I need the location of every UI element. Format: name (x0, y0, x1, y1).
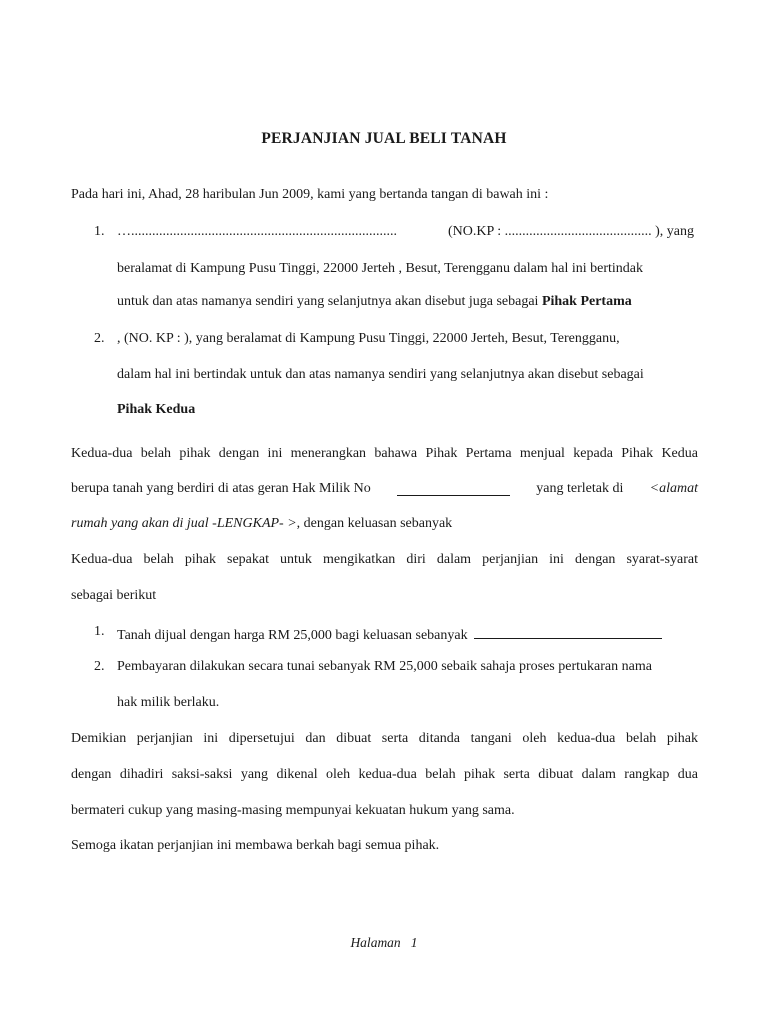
para-1-line-3: rumah yang akan di jual -LENGKAP- >, dengan keluasan sebanyak (71, 516, 453, 531)
title-number-blank (397, 481, 510, 496)
para-2-line-1: Kedua-dua belah pihak sepakat untuk mengikatkan diri dalam perjanjian ini dengan syarat-syarat (71, 552, 698, 567)
term-2-line-1: Pembayaran dilakukan secara tunai sebanyak RM 25,000 sebaik sahaja proses pertukaran nama (117, 659, 652, 674)
party-2-role: Pihak Kedua (117, 402, 196, 417)
para-1-line-2: berupa tanah yang berdiri di atas geran Hak Milik No yang terletak di <alamat (71, 481, 698, 496)
term-2-number: 2. (94, 659, 105, 674)
party-1-role: Pihak Pertama (541, 294, 632, 309)
para-3-line-2: dengan dihadiri saksi-saksi yang dikenal oleh kedua-dua belah pihak serta dibuat dalam rangkap dua (71, 767, 698, 782)
term-2-line-2: hak milik berlaku. (117, 695, 220, 710)
party-2-line-2: dalam hal ini bertindak untuk dan atas namanya sendiri yang selanjutnya akan disebut sebagai (117, 367, 644, 382)
party-2-number: 2. (94, 331, 105, 346)
document-title: PERJANJIAN JUAL BELI TANAH (261, 130, 507, 147)
term-1-line-1: Tanah dijual dengan harga RM 25,000 bagi keluasan sebanyak (117, 624, 662, 644)
address-placeholder: rumah yang akan di jual -LENGKAP- > (71, 516, 297, 531)
party-2-line-1: , (NO. KP : ), yang beralamat di Kampung Pusu Tinggi, 22000 Jerteh, Besut, Terengganu, (117, 331, 620, 346)
para-3-line-1: Demikian perjanjian ini dipersetujui dan dibuat serta ditanda tangani oleh kedua-dua belah pihak (71, 731, 698, 746)
party-1-line-1 (117, 224, 694, 240)
party-1-number: 1. (94, 224, 105, 239)
area-blank (474, 624, 662, 639)
para-3-line-3: bermateri cukup yang masing-masing mempunyai kekuatan hukum yang sama. (71, 803, 515, 818)
term-1-number: 1. (94, 624, 105, 639)
party-1-name-placeholder: …............................................................................ (117, 224, 397, 239)
party-1-line-3: untuk dan atas namanya sendiri yang selanjutnya akan disebut juga sebagai Pihak Pertama (117, 294, 632, 309)
page-footer: Halaman 1 (350, 935, 418, 950)
para-1-line-1: Kedua-dua belah pihak dengan ini menerangkan bahawa Pihak Pertama menjual kepada Pihak Kedua (71, 446, 698, 461)
para-2-line-2: sebagai berikut (71, 588, 157, 603)
closing-line: Semoga ikatan perjanjian ini membawa berkah bagi semua pihak. (71, 838, 440, 853)
party-1-line-2: beralamat di Kampung Pusu Tinggi, 22000 Jerteh , Besut, Terengganu dalam hal ini bertindak (117, 261, 644, 276)
intro-line: Pada hari ini, Ahad, 28 haribulan Jun 2009, kami yang bertanda tangan di bawah ini : (71, 187, 549, 202)
party-1-ic-placeholder: (NO.KP : .......................................... ), yang (447, 224, 694, 239)
